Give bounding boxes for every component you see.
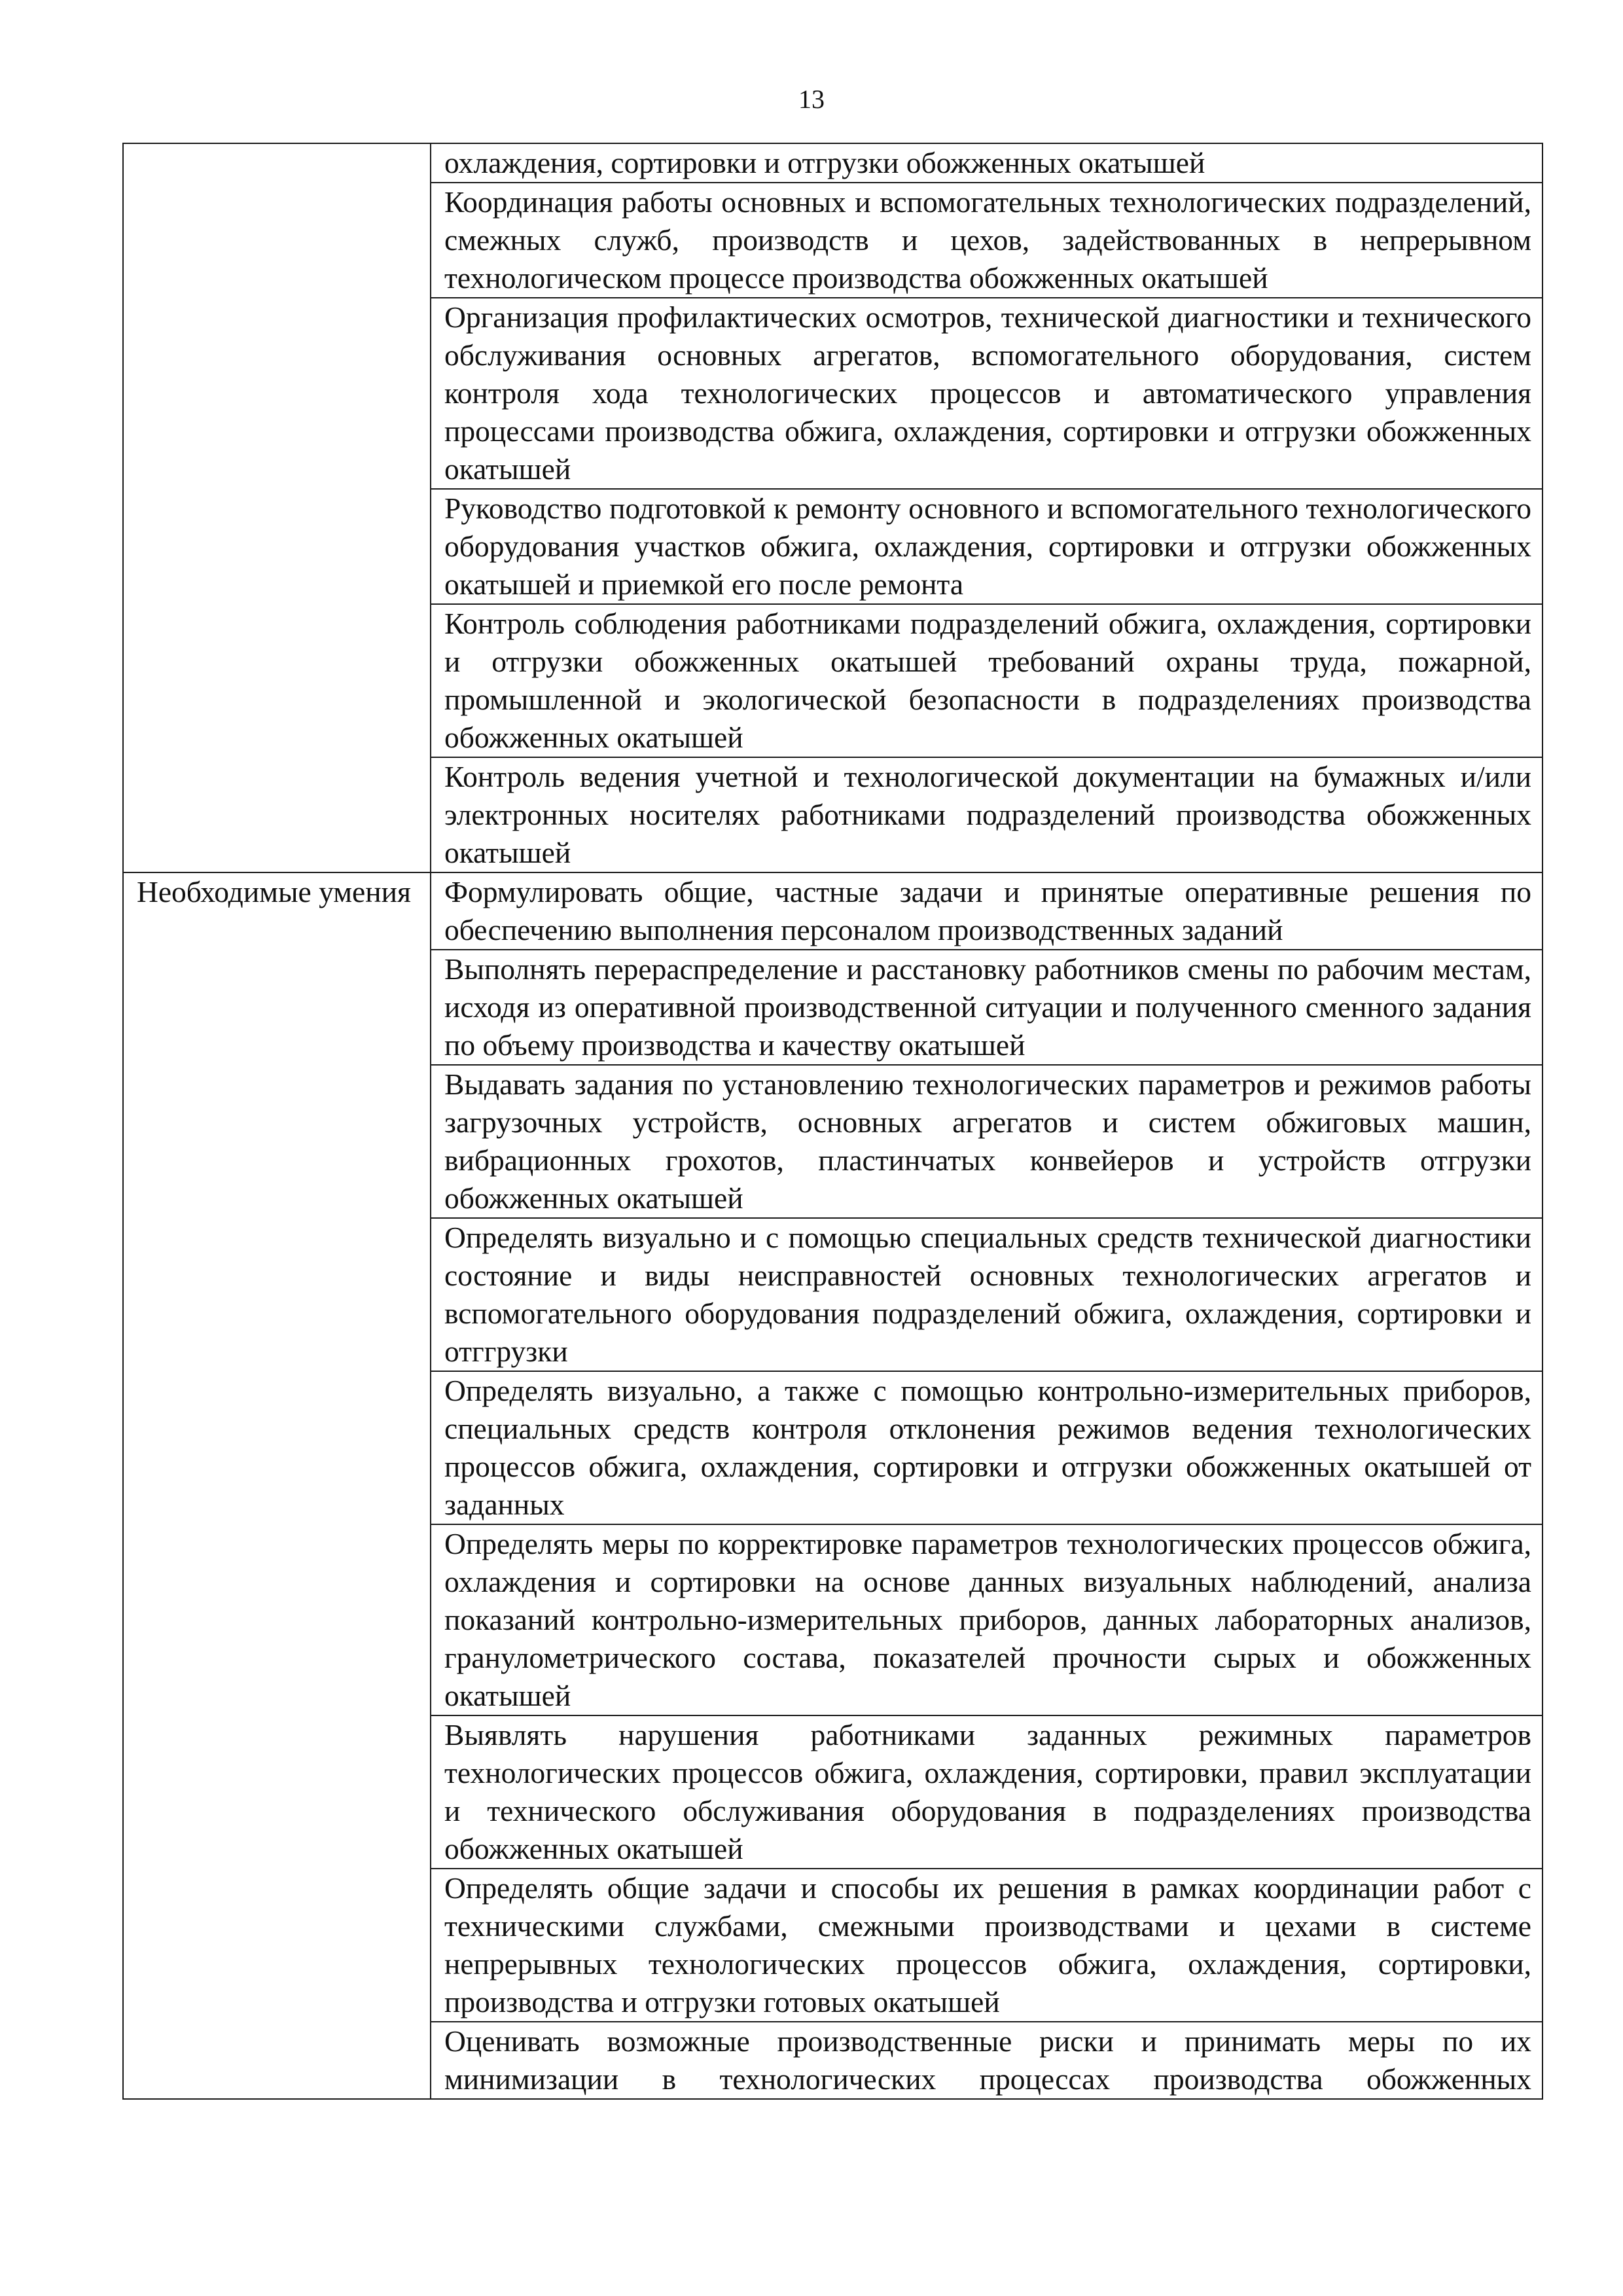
- table-cell-item: Руководство подготовкой к ремонту основного и вспомогательного технологического оборудования участков обжига, охлаждения, сортировки и отгрузки обожженных окатышей и приемкой его после ремонта: [431, 489, 1543, 604]
- table-cell-item: Координация работы основных и вспомогательных технологических подразделений, смежных служб, производств и цехов, задействованных в непрерывном технологическом процессе производства обожженных окатышей: [431, 183, 1543, 298]
- table-cell-item: Определять общие задачи и способы их решения в рамках координации работ с техническими службами, смежными производствами и цехами в системе непрерывных технологических процессов обжига, охлаждения, сортировки, производства и отгрузки готовых окатышей: [431, 1869, 1543, 2022]
- table-cell-item: Формулировать общие, частные задачи и принятые оперативные решения по обеспечению выполнения персоналом производственных заданий: [431, 872, 1543, 950]
- table-cell-item: Определять меры по корректировке параметров технологических процессов обжига, охлаждения и сортировки на основе данных визуальных наблюдений, анализа показаний контрольно-измерительных приборов, данных лабораторных анализов, гранулометрического состава, показателей прочности сырых и обожженных окатышей: [431, 1524, 1543, 1715]
- table-cell-item: Контроль ведения учетной и технологической документации на бумажных и/или электронных носителях работниками подразделений производства обожженных окатышей: [431, 757, 1543, 872]
- table-cell-item: Контроль соблюдения работниками подразделений обжига, охлаждения, сортировки и отгрузки обожженных окатышей требований охраны труда, пожарной, промышленной и экологической безопасности в подразделениях производства обожженных окатышей: [431, 604, 1543, 757]
- table-cell-item: Организация профилактических осмотров, технической диагностики и технического обслуживания основных агрегатов, вспомогательного оборудования, систем контроля хода технологических процессов и автоматического управления процессами производства обжига, охлаждения, сортировки и отгрузки обожженных окатышей: [431, 298, 1543, 489]
- table-cell-item: Выдавать задания по установлению технологических параметров и режимов работы загрузочных устройств, основных агрегатов и систем обжиговых машин, вибрационных грохотов, пластинчатых конвейеров и устройств отгрузки обожженных окатышей: [431, 1065, 1543, 1218]
- competency-table: [122, 143, 1543, 2100]
- table-row: [123, 143, 1543, 183]
- table-cell-item: Определять визуально, а также с помощью контрольно-измерительных приборов, специальных средств контроля отклонения режимов ведения технологических процессов обжига, охлаждения, сортировки и отгрузки обожженных окатышей от заданных: [431, 1371, 1543, 1524]
- table-cell-item: Определять визуально и с помощью специальных средств технической диагностики состояние и виды неисправностей основных технологических агрегатов и вспомогательного оборудования подразделений обжига, охлаждения, сортировки и отггрузки: [431, 1218, 1543, 1371]
- table-row: [123, 872, 1543, 950]
- table-cell-item: Выполнять перераспределение и расстановку работников смены по рабочим местам, исходя из оперативной производственной ситуации и полученного сменного задания по объему производства и качеству окатышей: [431, 950, 1543, 1065]
- table-cell-item: Оценивать возможные производственные риски и принимать меры по их минимизации в технологических процессах производства обожженных: [431, 2022, 1543, 2099]
- section-label-skills: Необходимые умения: [123, 872, 431, 2099]
- table-cell-item: охлаждения, сортировки и отгрузки обожженных окатышей: [431, 143, 1543, 183]
- page-number: 13: [798, 84, 825, 114]
- table-cell-item: Выявлять нарушения работниками заданных режимных параметров технологических процессов обжига, охлаждения, сортировки, правил эксплуатации и технического обслуживания оборудования в подразделениях производства обожженных окатышей: [431, 1715, 1543, 1869]
- section-label-continued: [123, 143, 431, 872]
